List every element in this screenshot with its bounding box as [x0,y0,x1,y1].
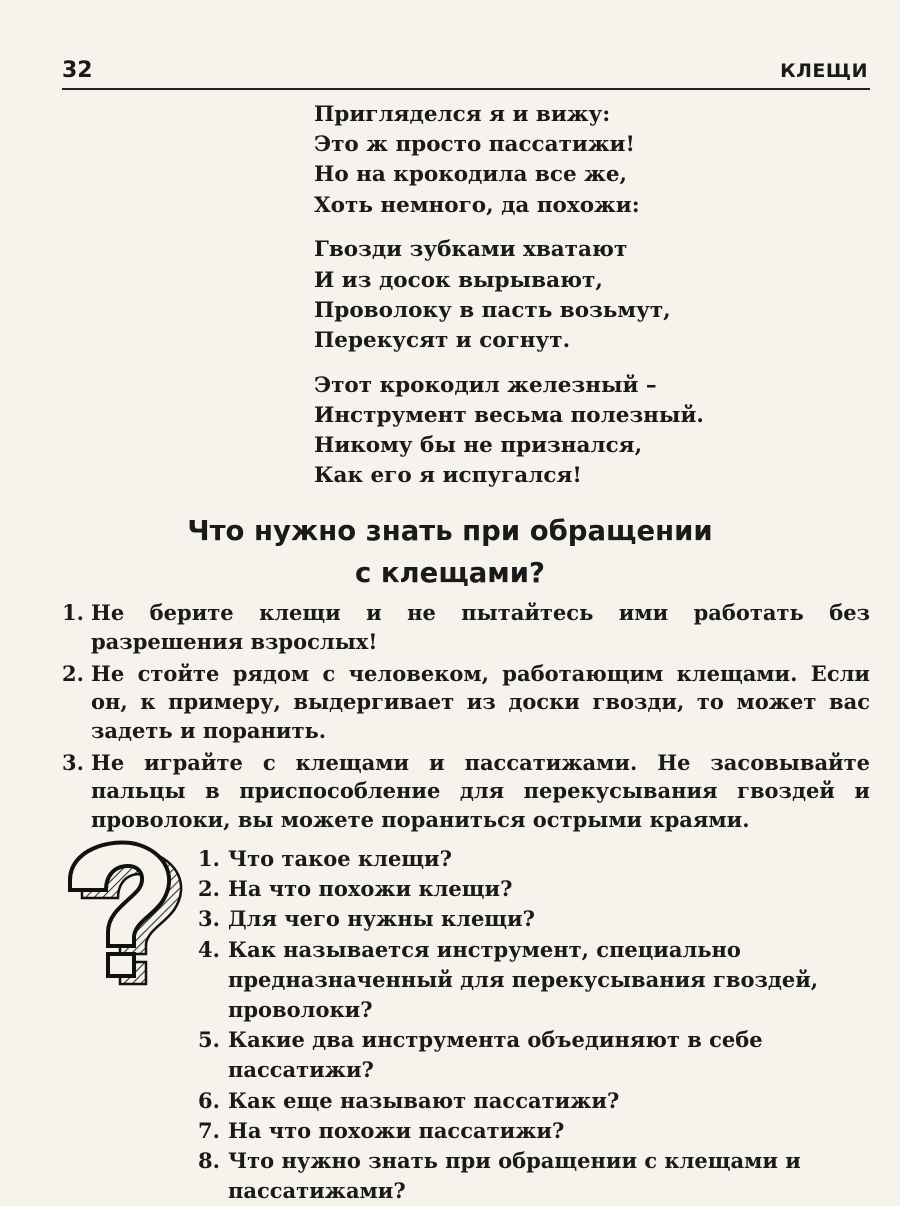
question-text: Что нужно знать при обращении с клещами и пассатижами? [228,1148,801,1204]
question-item [198,874,870,904]
question-number: 8. [198,1148,220,1174]
question-number: 6. [198,1087,220,1113]
poem-line: Перекусят и согнут. [314,327,571,353]
rule-text: Не берите клещи и не пытайтесь ими работать без разрешения взрослых! [91,600,870,654]
question-text: Какие два инструмента объединяют в себе пассатижи? [228,1027,763,1083]
page-number: 32 [62,58,93,83]
question-item [198,844,870,874]
question-text: На что похожи пассатижи? [228,1117,565,1143]
running-title: КЛЕЩИ [780,60,868,82]
question-item [198,1025,870,1085]
question-text: Для чего нужны клещи? [228,906,535,932]
poem-line: И из досок вырывают, [314,267,603,293]
section-heading [0,510,900,594]
poem-line: Как его я испугался! [314,463,582,489]
poem [314,100,794,506]
question-number: 5. [198,1027,220,1053]
poem-line: Проволоку в пасть возьмут, [314,297,671,323]
rule-number: 2. [62,660,84,686]
question-item [198,935,870,1026]
question-item [198,1086,870,1116]
question-text: На что похожи клещи? [228,876,513,902]
question-item [198,904,870,934]
question-text: Что такое клещи? [228,846,452,871]
question-item [198,1146,870,1206]
question-item [198,1116,870,1146]
question-text: Как еще называют пассатижи? [228,1087,620,1113]
poem-line: Гвозди зубками хватают [314,237,628,263]
poem-line: Хоть немного, да похожи: [314,192,640,218]
rule-number: 3. [62,749,84,775]
rule-item [62,660,870,746]
rule-item [62,599,870,656]
question-text: Как называется инструмент, специально предназначенный для перекусывания гвоздей, проволоки? [228,936,819,1023]
page-header [62,58,870,90]
review-questions-list [198,844,870,1206]
question-number: 3. [198,906,220,932]
section-heading-line: Что нужно знать при обращении [187,515,713,547]
poem-line: Это ж просто пассатижи! [314,132,635,158]
rule-text: Не стойте рядом с человеком, работающим клещами. Если он, к примеру, выдергивает из доски гвозди, то может вас задеть и поранить. [91,660,870,743]
question-mark-icon [48,838,198,988]
poem-line: Инструмент весьма полезный. [314,402,704,428]
poem-line: Этот крокодил железный – [314,372,657,398]
poem-line: Никому бы не признался, [314,433,643,459]
question-mark-icon-graphic [48,838,198,988]
safety-rules-list [62,599,870,838]
poem-line: Но на крокодила все же, [314,162,627,188]
poem-line: Пригляделся я и вижу: [314,102,611,127]
rule-item [62,749,870,835]
question-number: 2. [198,876,220,902]
poem-stanza [314,235,794,356]
section-heading-line: с клещами? [355,557,545,589]
question-number: 7. [198,1117,220,1143]
question-number: 4. [198,936,220,962]
poem-stanza [314,100,794,221]
rule-text: Не играйте с клещами и пассатижами. Не засовывайте пальцы в приспособление для перекусывания гвоздей и проволоки, вы можете пораниться острыми краями. [91,749,870,832]
rule-number: 1. [62,600,84,625]
question-number: 1. [198,846,220,871]
poem-stanza [314,371,794,492]
